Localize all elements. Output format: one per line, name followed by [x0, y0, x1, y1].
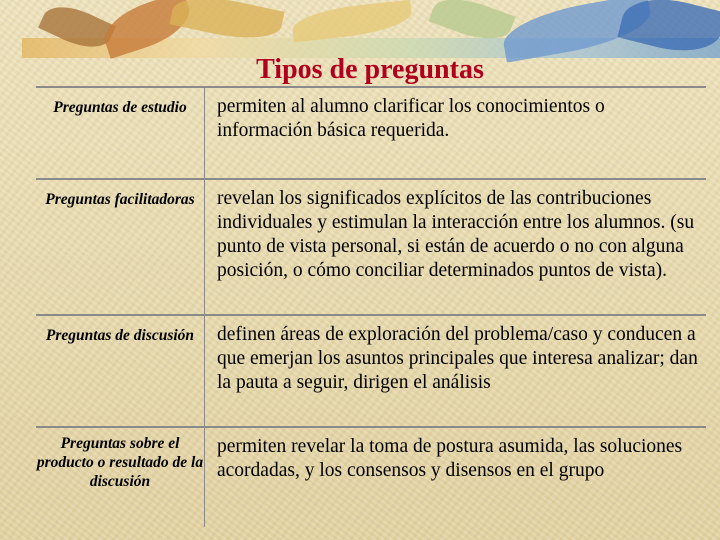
- question-type-description: revelan los significados explícitos de las contribuciones individuales y estimulan la interacción entre los alumnos. (su punto de vista personal, si están de acuerdo o no con alguna posición, o cómo conciliar determinados puntos de vista).: [205, 179, 707, 315]
- table-row: [36, 87, 706, 179]
- question-type-term: Preguntas sobre el producto o resultado de la discusión: [36, 435, 204, 490]
- question-type-description: definen áreas de exploración del problema/caso y conducen a que emerjan los asuntos principales que interesa analizar; dan la pauta a seguir, dirigen el análisis: [205, 315, 707, 427]
- question-type-description: permiten revelar la toma de postura asumida, las soluciones acordadas, y los consensos y disensos en el grupo: [205, 427, 707, 527]
- leaf-image: [291, 0, 413, 42]
- table-row: [36, 427, 706, 527]
- table-row: [36, 179, 706, 315]
- decorative-leaf-banner: [22, 0, 720, 62]
- question-type-term: Preguntas facilitadoras: [45, 191, 195, 208]
- question-type-description: permiten al alumno clarificar los conocimientos o información básica requerida.: [205, 87, 707, 179]
- table-row: [36, 315, 706, 427]
- slide-title: Tipos de preguntas: [256, 54, 484, 85]
- question-types-table: [36, 86, 706, 527]
- question-type-term: Preguntas de estudio: [53, 99, 187, 116]
- question-type-term: Preguntas de discusión: [45, 327, 195, 344]
